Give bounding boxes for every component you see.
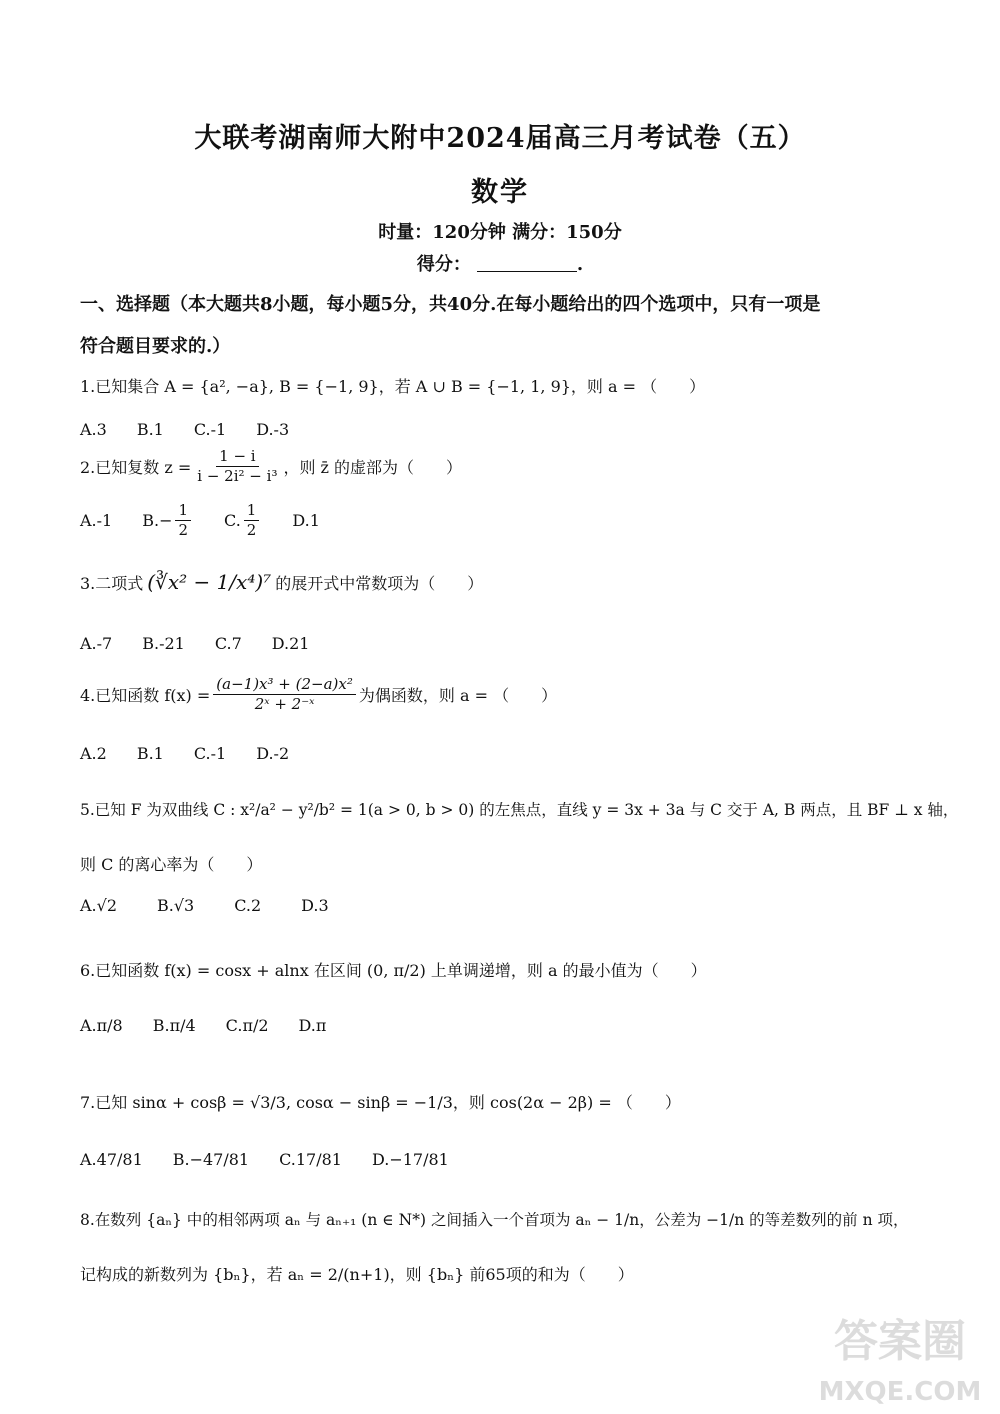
option-b-value: 47/81 bbox=[203, 1150, 250, 1169]
option-b[interactable] bbox=[142, 502, 194, 540]
question-3-options bbox=[80, 634, 339, 653]
exam-subject: 数学 bbox=[471, 177, 529, 208]
option-d-value: 17/81 bbox=[402, 1150, 449, 1169]
question-7-options bbox=[80, 1150, 479, 1169]
question-3-expression: (∛x² − 1/x⁴)⁷ bbox=[147, 570, 272, 594]
option-a[interactable]: A.3 bbox=[80, 420, 107, 439]
option-c-label: C. bbox=[279, 1150, 296, 1169]
question-5-options bbox=[80, 896, 359, 915]
section-heading-line1: 一、选择题（本大题共8小题，每小题5分，共40分.在每小题给出的四个选项中，只有一项是 bbox=[80, 294, 821, 315]
option-a-value: π/8 bbox=[96, 1016, 123, 1035]
option-c[interactable]: C.-1 bbox=[193, 744, 227, 763]
option-c-fraction bbox=[244, 502, 260, 540]
question-6-options bbox=[80, 1016, 356, 1035]
option-d[interactable]: D.-3 bbox=[256, 420, 290, 439]
option-a[interactable] bbox=[80, 1016, 123, 1035]
exam-meta: 时量：120分钟 满分：150分 bbox=[378, 222, 622, 243]
option-b-value: π/4 bbox=[169, 1016, 196, 1035]
question-8-line2: 记构成的新数列为 {bₙ}，若 aₙ = 2/(n+1)，则 {bₙ} 前65项的和为（ ） bbox=[80, 1265, 634, 1284]
question-3 bbox=[80, 570, 930, 594]
question-2-stem-pre: 2.已知复数 z = bbox=[80, 458, 192, 478]
score-label: 得分： bbox=[416, 254, 471, 275]
option-a[interactable]: A.-1 bbox=[80, 511, 113, 531]
question-2 bbox=[80, 448, 930, 486]
option-b[interactable]: B.1 bbox=[136, 420, 164, 439]
option-c[interactable] bbox=[279, 1150, 342, 1169]
option-b-fraction bbox=[175, 502, 191, 540]
fraction-denominator: i − 2i² − i³ bbox=[197, 467, 278, 486]
option-c-value: 17/81 bbox=[295, 1150, 342, 1169]
option-c[interactable]: C.2 bbox=[234, 896, 262, 915]
option-b[interactable]: B.-21 bbox=[142, 634, 185, 653]
question-4 bbox=[80, 676, 930, 714]
question-4-stem-pre: 4.已知函数 f(x) = bbox=[80, 686, 211, 706]
option-a[interactable]: A.√2 bbox=[80, 896, 118, 915]
option-a-value: 47/81 bbox=[96, 1150, 143, 1169]
fraction-denominator: 2 bbox=[246, 521, 257, 540]
option-b[interactable] bbox=[153, 1016, 196, 1035]
option-d[interactable] bbox=[372, 1150, 449, 1169]
option-d[interactable]: D.21 bbox=[271, 634, 310, 653]
question-5-line1: 5.已知 F 为双曲线 C : x²/a² − y²/b² = 1(a > 0, b > 0) 的左焦点，直线 y = 3x + 3a 与 C 交于 A, B 两点，且 BF ⊥ x 轴， bbox=[80, 801, 959, 819]
option-a[interactable]: A.2 bbox=[80, 744, 107, 763]
watermark-en: MXQE.COM bbox=[818, 1377, 982, 1407]
fraction-numerator: 1 bbox=[175, 502, 191, 521]
question-2-fraction bbox=[194, 448, 280, 486]
question-4-stem-post: 为偶函数，则 a = （ ） bbox=[358, 686, 558, 706]
option-b[interactable] bbox=[173, 1150, 249, 1169]
question-8-line1: 8.在数列 {aₙ} 中的相邻两项 aₙ 与 aₙ₊₁ (n ∈ N*) 之间插入一个首项为 aₙ − 1/n，公差为 −1/n 的等差数列的前 n 项， bbox=[80, 1211, 909, 1229]
fraction-denominator: 2 bbox=[178, 521, 189, 540]
watermark-logo bbox=[815, 1300, 985, 1410]
option-c-value: π/2 bbox=[242, 1016, 269, 1035]
question-6: 6.已知函数 f(x) = cosx + alnx 在区间 (0, π/2) 上单调递增，则 a 的最小值为（ ） bbox=[80, 961, 707, 980]
option-b-label: B.− bbox=[172, 1150, 203, 1169]
option-d[interactable]: D.π bbox=[298, 1016, 327, 1035]
option-b-label: B.− bbox=[142, 511, 173, 531]
option-d-label: D.− bbox=[371, 1150, 403, 1169]
question-7: 7.已知 sinα + cosβ = √3/3, cosα − sinβ = −1/3，则 cos(2α − 2β) = （ ） bbox=[80, 1093, 681, 1112]
question-3-stem-post: 的展开式中常数项为（ ） bbox=[275, 573, 484, 593]
question-1-stem: 1.已知集合 A = {a², −a}, B = {−1, 9}，若 A ∪ B = {−1, 1, 9}，则 a = （ ） bbox=[80, 377, 706, 396]
fraction-numerator: 1 bbox=[244, 502, 260, 521]
option-a-label: A. bbox=[80, 1016, 97, 1035]
question-3-stem-pre: 3.二项式 bbox=[80, 573, 144, 593]
question-4-fraction bbox=[213, 676, 356, 714]
option-c-label: C. bbox=[224, 511, 241, 531]
score-blank[interactable] bbox=[477, 253, 577, 272]
exam-title: 大联考湖南师大附中2024届高三月考试卷（五） bbox=[194, 123, 806, 154]
option-a[interactable]: A.-7 bbox=[80, 634, 113, 653]
section-heading-line2: 符合题目要求的.） bbox=[80, 336, 231, 357]
question-4-options bbox=[80, 744, 319, 763]
option-a-label: A. bbox=[80, 1150, 97, 1169]
option-d[interactable]: D.1 bbox=[292, 511, 320, 531]
fraction-numerator: (a−1)x³ + (2−a)x² bbox=[213, 676, 356, 695]
option-c[interactable] bbox=[226, 1016, 269, 1035]
question-2-options bbox=[80, 502, 350, 540]
option-c[interactable] bbox=[224, 502, 262, 540]
fraction-denominator: 2ˣ + 2⁻ˣ bbox=[254, 695, 315, 714]
question-2-stem-post: ，则 z̄ 的虚部为（ ） bbox=[283, 458, 463, 478]
section-heading bbox=[80, 284, 920, 368]
option-c[interactable]: C.-1 bbox=[193, 420, 227, 439]
option-b-label: B. bbox=[152, 1016, 170, 1035]
option-a[interactable] bbox=[80, 1150, 143, 1169]
option-d[interactable]: D.3 bbox=[301, 896, 329, 915]
question-1-options bbox=[80, 420, 319, 439]
question-1 bbox=[80, 374, 930, 397]
option-b[interactable]: B.1 bbox=[136, 744, 164, 763]
option-c-label: C. bbox=[225, 1016, 243, 1035]
watermark-cn: 答案圈 bbox=[834, 1316, 966, 1367]
option-c[interactable]: C.7 bbox=[214, 634, 242, 653]
fraction-numerator: 1 − i bbox=[216, 448, 258, 467]
option-d[interactable]: D.-2 bbox=[256, 744, 290, 763]
score-line: 得分： . bbox=[416, 254, 584, 275]
question-5-line2: 则 C 的离心率为（ ） bbox=[80, 855, 263, 874]
option-b[interactable]: B.√3 bbox=[157, 896, 195, 915]
